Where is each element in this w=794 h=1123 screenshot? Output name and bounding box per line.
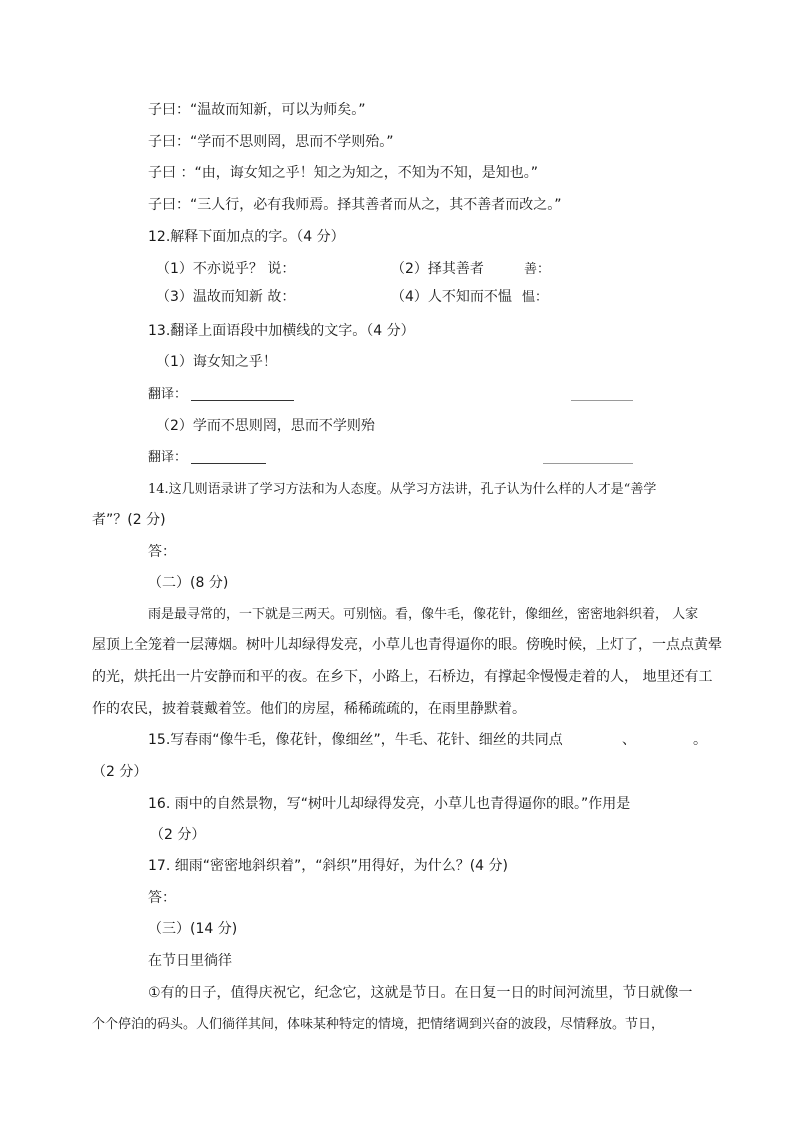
- q12-stem: 12.解释下面加点的字。（4 分）: [148, 229, 345, 245]
- section3-title: 在节日里徜徉: [148, 953, 232, 969]
- q12-item-2: （2）择其善者: [391, 261, 484, 277]
- q15-separator: 、: [622, 732, 636, 748]
- q17-line-1: 17. 细雨“密密地斜织着”，“斜织”用得好，为什么？(4 分): [148, 858, 509, 874]
- section2-passage-line-1: 雨是最寻常的，一下就是三两天。可别恼。看，像牛毛，像花针，像细丝，密密地斜织着， 人家: [148, 607, 699, 622]
- q16-line-2: （2 分）: [150, 827, 206, 843]
- q13-item-2: （2）学而不思则罔，思而不学则殆: [156, 418, 375, 434]
- q13-translate-label-1: 翻译：: [148, 387, 188, 402]
- section3-para-1-line-2: 个个停泊的码头。人们徜徉其间，体味某种特定的情境，把情绪调到兴奋的波段，尽情释放。节日，: [92, 1017, 665, 1032]
- section2-passage-line-3: 的光，烘托出一片安静而和平的夜。在乡下，小路上，石桥边，有撑起伞慢慢走着的人， 地里还有工: [92, 669, 713, 685]
- q13-answer-line-2[interactable]: [191, 463, 266, 464]
- analects-quote-3: 子曰 ：“由，诲女知之乎！知之为知之，不知为不知，是知也。”: [148, 165, 538, 181]
- q13-stem: 13.翻译上面语段中加横线的文字。（4 分）: [148, 323, 415, 339]
- section3-heading: （三）(14 分): [148, 921, 238, 937]
- q13-answer-line-2b: [543, 463, 633, 464]
- q12-item-3: （3）温故而知新 故：: [156, 289, 296, 305]
- section2-passage-line-4: 作的农民，披着蓑戴着笠。他们的房屋，稀稀疏疏的，在雨里静默着。: [92, 701, 526, 717]
- q12-item-2-label: 善：: [524, 262, 551, 277]
- q15-line-1: 15.写春雨“像牛毛，像花针，像细丝”，牛毛、花针、细丝的共同点: [148, 732, 563, 748]
- q14-answer-label: 答：: [148, 544, 176, 560]
- q13-item-1: （1）诲女知之乎！: [156, 354, 277, 370]
- analects-quote-4: 子曰：“三人行，必有我师焉。择其善者而从之，其不善者而改之。”: [148, 197, 562, 213]
- q17-answer-label: 答：: [148, 890, 176, 906]
- q13-translate-label-2: 翻译：: [148, 450, 188, 465]
- section2-heading: （二）(8 分): [148, 575, 229, 591]
- q16-line-1: 16. 雨中的自然景物，写“树叶儿却绿得发亮，小草儿也青得逼你的眼。”作用是: [148, 796, 631, 812]
- q13-answer-line-1[interactable]: [191, 400, 294, 401]
- section3-para-1-line-1: ①有的日子，值得庆祝它，纪念它，这就是节日。在日复一日的时间河流里，节日就像一: [148, 985, 693, 1001]
- q12-item-4: （4）人不知而不愠: [391, 289, 512, 305]
- analects-quote-2: 子曰：“学而不思则罔，思而不学则殆。”: [148, 134, 394, 150]
- q15-line-2: （2 分）: [92, 764, 148, 780]
- section2-passage-line-2: 屋顶上全笼着一层薄烟。树叶儿却绿得发亮，小草儿也青得逼你的眼。傍晚时候，上灯了，一点点黄晕: [92, 637, 722, 653]
- analects-quote-1: 子曰：“温故而知新，可以为师矣。”: [148, 102, 366, 118]
- q14-line-2: 者”？(2 分): [92, 512, 166, 528]
- q13-answer-line-1b: [571, 400, 633, 401]
- q12-item-4-label: 愠：: [522, 290, 549, 305]
- q12-item-1: （1）不亦说乎？ 说：: [156, 261, 296, 277]
- q15-end: 。: [693, 732, 707, 748]
- q14-line-1: 14.这几则语录讲了学习方法和为人态度。从学习方法讲，孔子认为什么样的人才是“善学: [148, 482, 657, 497]
